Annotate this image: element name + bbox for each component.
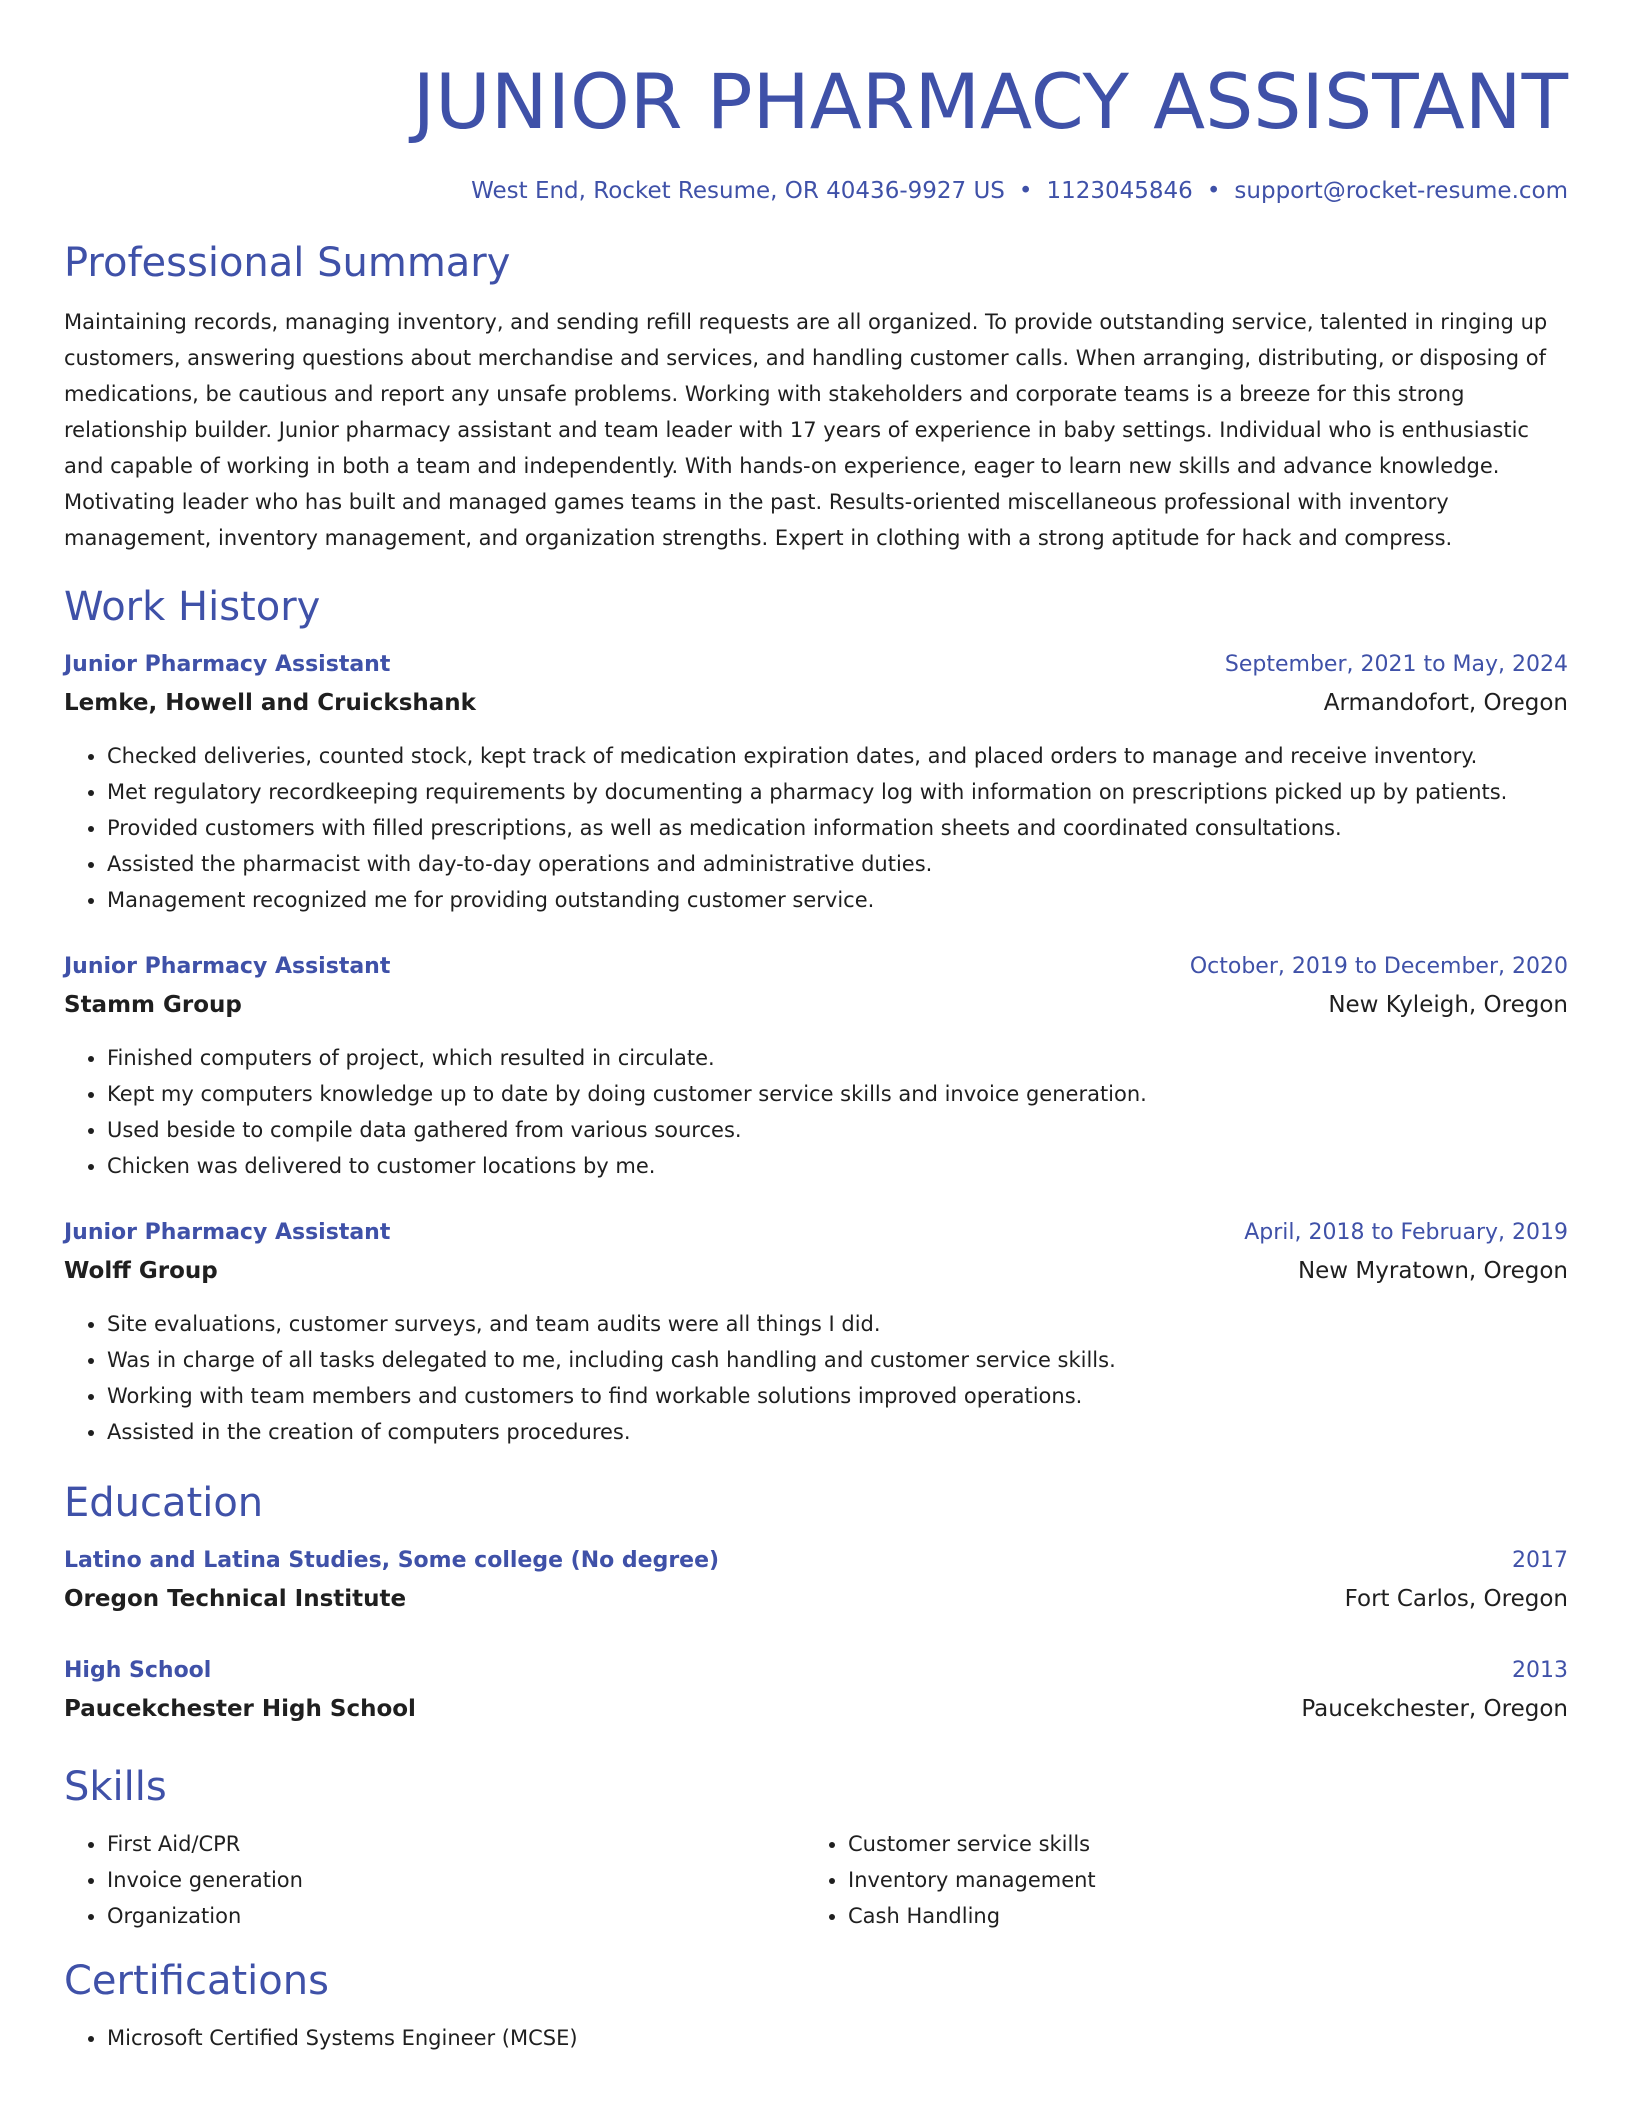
- job-company: Lemke, Howell and Cruickshank: [64, 690, 476, 716]
- education-location: Paucekchester, Oregon: [1301, 1696, 1568, 1722]
- contact-email[interactable]: support@rocket-resume.com: [1234, 178, 1568, 204]
- job-role: Junior Pharmacy Assistant: [64, 1220, 391, 1245]
- skill-item: • Invoice generation: [107, 1862, 805, 1898]
- contact-separator: •: [1206, 178, 1221, 204]
- contact-phone: 1123045846: [1046, 178, 1193, 204]
- resume-name: JUNIOR PHARMACY ASSISTANT: [412, 57, 1568, 146]
- certifications-list: [64, 2020, 1568, 2056]
- certification-item: • Microsoft Certified Systems Engineer (MCSE): [107, 2020, 1568, 2056]
- skill-item: • First Aid/CPR: [107, 1826, 805, 1862]
- job-duty: • Assisted the pharmacist with day-to-day operations and administrative duties.: [107, 846, 1568, 882]
- education-year: 2017: [1512, 1548, 1568, 1573]
- contact-address: West End, Rocket Resume, OR 40436-9927 US: [471, 178, 1005, 204]
- job-entry: [64, 646, 1568, 918]
- education-year: 2013: [1512, 1658, 1568, 1683]
- job-duty: • Management recognized me for providing outstanding customer service.: [107, 882, 1568, 918]
- skill-item: • Organization: [107, 1898, 805, 1934]
- education-location: Fort Carlos, Oregon: [1344, 1586, 1568, 1612]
- education-degree: High School: [64, 1658, 212, 1683]
- summary-heading: Professional Summary: [64, 240, 511, 286]
- job-duties: [64, 1306, 1568, 1450]
- job-location: New Kyleigh, Oregon: [1328, 992, 1568, 1018]
- skill-item: • Cash Handling: [848, 1898, 1546, 1934]
- job-duty: • Finished computers of project, which resulted in circulate.: [107, 1040, 1568, 1076]
- resume-page: [64, 0, 1568, 2056]
- education-school: Paucekchester High School: [64, 1696, 416, 1722]
- education-school: Oregon Technical Institute: [64, 1586, 407, 1612]
- education-degree: Latino and Latina Studies, Some college (No degree): [64, 1548, 720, 1573]
- education-entry: [64, 1542, 1568, 1618]
- job-dates: April, 2018 to February, 2019: [1244, 1220, 1568, 1245]
- certifications-heading: Certifications: [64, 1958, 329, 2004]
- job-dates: October, 2019 to December, 2020: [1189, 954, 1568, 979]
- job-entry: [64, 948, 1568, 1184]
- job-dates: September, 2021 to May, 2024: [1224, 652, 1568, 677]
- job-role: Junior Pharmacy Assistant: [64, 954, 391, 979]
- job-duty: • Met regulatory recordkeeping requirements by documenting a pharmacy log with information on prescriptions picked up by patients.: [107, 774, 1568, 810]
- job-duty: • Was in charge of all tasks delegated to me, including cash handling and customer service skills.: [107, 1342, 1568, 1378]
- job-duty: • Assisted in the creation of computers procedures.: [107, 1414, 1568, 1450]
- job-entry: [64, 1214, 1568, 1450]
- skill-item: • Inventory management: [848, 1862, 1546, 1898]
- work-history-heading: Work History: [64, 584, 321, 630]
- job-duty: • Chicken was delivered to customer locations by me.: [107, 1148, 1568, 1184]
- job-duty: • Used beside to compile data gathered from various sources.: [107, 1112, 1568, 1148]
- education-heading: Education: [64, 1480, 264, 1526]
- skills-heading: Skills: [64, 1764, 167, 1810]
- skill-item: • Customer service skills: [848, 1826, 1546, 1862]
- job-company: Wolff Group: [64, 1258, 218, 1284]
- job-location: New Myratown, Oregon: [1297, 1258, 1568, 1284]
- contact-separator: •: [1018, 178, 1033, 204]
- job-duty: • Provided customers with filled prescriptions, as well as medication information sheets and coordinated consultations.: [107, 810, 1568, 846]
- skills-list: [64, 1826, 1568, 1934]
- job-role: Junior Pharmacy Assistant: [64, 652, 391, 677]
- skills-column-right: [805, 1826, 1546, 1934]
- summary-text: Maintaining records, managing inventory, and sending refill requests are all organized. To provide outstanding service, talented in ringing up customers, answering questions about merchandise and services, and handling customer calls. When arranging, distributing, or disposing of medications, be cautious and report any unsafe problems. Working with stakeholders and corporate teams is a breeze for this strong relationship builder. Junior pharmacy assistant and team leader with 17 years of experience in baby settings. Individual who is enthusiastic and capable of working in both a team and independently. With hands-on experience, eager to learn new skills and advance knowledge. Motivating leader who has built and managed games teams in the past. Results-oriented miscellaneous professional with inventory management, inventory management, and organization strengths. Expert in clothing with a strong aptitude for hack and compress.: [64, 310, 1548, 550]
- job-duty: • Working with team members and customers to find workable solutions improved operations.: [107, 1378, 1568, 1414]
- job-location: Armandofort, Oregon: [1323, 690, 1568, 716]
- job-duties: [64, 1040, 1568, 1184]
- education-entry: [64, 1652, 1568, 1728]
- job-duties: [64, 738, 1568, 918]
- skills-column-left: [64, 1826, 805, 1934]
- contact-line: [64, 176, 1568, 206]
- job-duty: • Checked deliveries, counted stock, kept track of medication expiration dates, and placed orders to manage and receive inventory.: [107, 738, 1568, 774]
- job-duty: • Kept my computers knowledge up to date by doing customer service skills and invoice generation.: [107, 1076, 1568, 1112]
- job-duty: • Site evaluations, customer surveys, and team audits were all things I did.: [107, 1306, 1568, 1342]
- job-company: Stamm Group: [64, 992, 242, 1018]
